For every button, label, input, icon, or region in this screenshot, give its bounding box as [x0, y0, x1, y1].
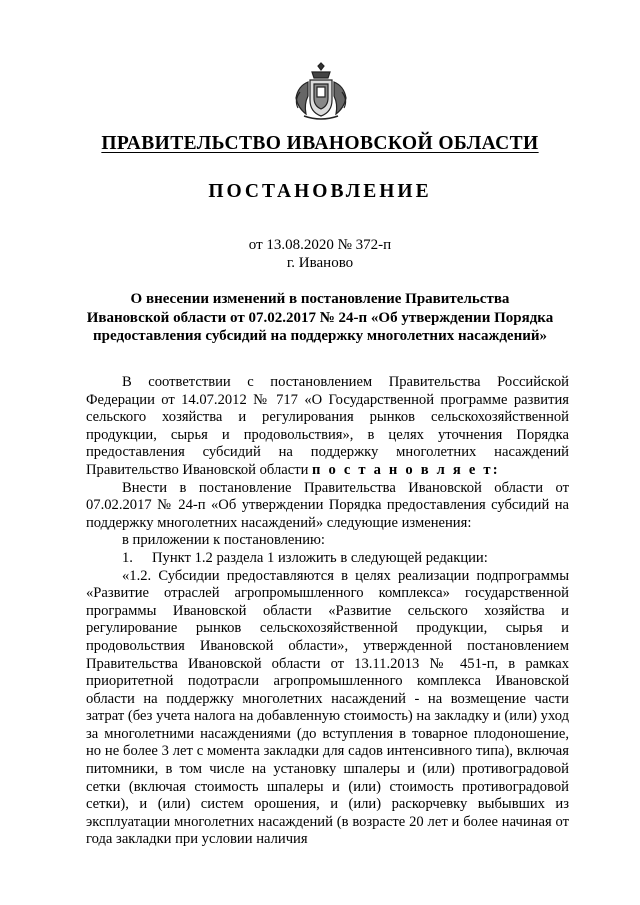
preamble-text: В соответствии с постановлением Правительства Российской Федерации от 14.07.2012 № 717 «О Государственной программе развития сельского хозяйства и регулирования рынков сельскохозяйственной продукции, сырья и продовольствия», в целях уточнения Порядка предоставления субсидий на поддержку многолетних насаждений Правительство Ивановской области	[86, 374, 569, 478]
document-body	[86, 374, 569, 849]
paragraph-preamble	[86, 374, 569, 480]
document-date-number: от 13.08.2020 № 372-п	[248, 237, 392, 253]
paragraph-quote: «1.2. Субсидии предоставляются в целях реализации подпрограммы «Развитие отраслей агропромышленного комплекса» государственной программы Ивановской области «Развитие сельского хозяйства и регулирование рынков сельскохозяйственной продукции, сырья и продовольствия Ивановской области», утвержденной постановлением Правительства Ивановской области от 13.11.2013 № 451-п, в рамках приоритетной подотрасли агропромышленного комплекса Ивановской области на поддержку многолетних насаждений - на возмещение части затрат (без учета налога на добавленную стоимость) на закладку и (или) уход за многолетними насаждениями (до вступления в товарное плодоношение, но не более 3 лет с момента закладки для садов интенсивного типа), включая питомники, в том числе на установку шпалеры и (или) противоградовой сетки (включая стоимость шпалеры и (или) стоимость противоградовой сетки), и (или) систем орошения, и (или) раскорчевку выбывших из эксплуатации многолетних насаждений (в возрасте 20 лет и более начиная от года закладки при условии наличия	[86, 567, 569, 848]
date-number-block	[0, 236, 640, 272]
coat-of-arms-emblem	[290, 62, 352, 120]
item-text: Пункт 1.2 раздела 1 изложить в следующей редакции:	[152, 549, 488, 566]
resolves-keyword: п о с т а н о в л я е т:	[312, 461, 500, 478]
paragraph-item-1	[86, 550, 569, 568]
paragraph-appendix: в приложении к постановлению:	[122, 532, 325, 549]
title-line: предоставления субсидий на поддержку многолетних насаждений»	[93, 328, 547, 344]
title-line: О внесении изменений в постановление Правительства	[130, 291, 510, 307]
title-line: Ивановской области от 07.02.2017 № 24-п «Об утверждении Порядка	[86, 309, 554, 326]
paragraph-amend: Внести в постановление Правительства Ивановской области от 07.02.2017 № 24-п «Об утверждении Порядка предоставления субсидий на поддержку многолетних насаждений» следующие изменения:	[86, 479, 569, 531]
organization-name: ПРАВИТЕЛЬСТВО ИВАНОВСКОЙ ОБЛАСТИ	[101, 133, 539, 154]
document-type: ПОСТАНОВЛЕНИЕ	[208, 181, 432, 202]
document-title	[80, 290, 560, 346]
document-city: г. Иваново	[286, 255, 354, 271]
item-number: 1.	[122, 549, 133, 566]
